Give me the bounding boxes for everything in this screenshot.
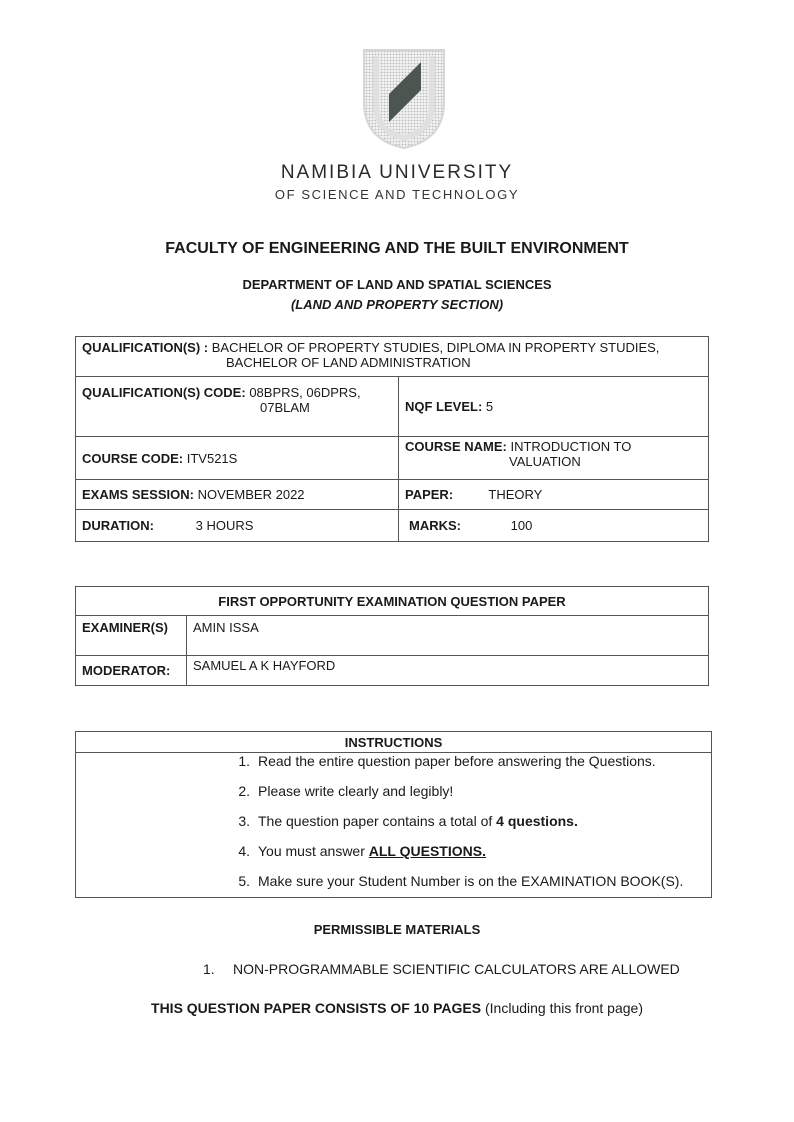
page-count-note	[0, 1000, 794, 1016]
instruction-item	[226, 843, 486, 859]
course-name-cell	[399, 437, 709, 480]
permissible-item-number: 1.	[203, 961, 215, 977]
duration-label: DURATION:	[82, 518, 154, 533]
instruction-number: 5.	[238, 873, 250, 889]
course-name-label: COURSE NAME:	[405, 439, 507, 454]
university-logo	[356, 44, 452, 152]
permissible-materials-item	[203, 961, 680, 977]
qual-code-value-line1: 08BPRS, 06DPRS,	[249, 385, 361, 400]
marks-label: MARKS:	[409, 518, 461, 533]
instruction-item	[226, 813, 578, 829]
nqf-cell	[399, 377, 709, 437]
moderator-label: MODERATOR:	[76, 656, 187, 686]
faculty-title: FACULTY OF ENGINEERING AND THE BUILT ENVIRONMENT	[165, 240, 629, 257]
instruction-text: Please write clearly and legibly!	[258, 783, 454, 799]
session-label: EXAMS SESSION:	[82, 487, 194, 502]
qualifications-cell	[76, 337, 709, 377]
duration-cell	[76, 510, 399, 542]
instruction-number: 1.	[238, 753, 250, 769]
course-info-table	[75, 336, 709, 542]
page-count-normal: (Including this front page)	[481, 1000, 643, 1016]
course-code-value: ITV521S	[186, 450, 238, 466]
university-name: NAMIBIA UNIVERSITY	[280, 162, 514, 183]
exam-title: FIRST OPPORTUNITY EXAMINATION QUESTION PAPER	[76, 587, 709, 616]
qual-code-label: QUALIFICATION(S) CODE:	[82, 385, 246, 400]
page-count-bold: THIS QUESTION PAPER CONSISTS OF 10 PAGES	[151, 1000, 482, 1016]
course-code-cell	[76, 437, 399, 480]
instruction-item	[226, 753, 656, 769]
instructions-title: INSTRUCTIONS	[76, 732, 711, 753]
section-title: (LAND AND PROPERTY SECTION)	[290, 297, 504, 312]
instructions-box	[75, 731, 712, 898]
permissible-materials-title: PERMISSIBLE MATERIALS	[313, 922, 481, 937]
qualifications-label: QUALIFICATION(S) :	[82, 340, 209, 355]
qualifications-value-line2: BACHELOR OF LAND ADMINISTRATION	[226, 355, 471, 370]
course-name-value-line1: INTRODUCTION TO	[510, 439, 632, 454]
instruction-emphasis: 4 questions.	[496, 813, 578, 829]
instruction-emphasis: ALL QUESTIONS.	[368, 843, 486, 859]
nqf-label: NQF LEVEL:	[405, 399, 483, 414]
moderator-value: SAMUEL A K HAYFORD	[187, 656, 709, 686]
instruction-text: Make sure your Student Number is on the EXAMINATION BOOK(S).	[258, 873, 684, 889]
qual-code-cell	[76, 377, 399, 437]
department-title: DEPARTMENT OF LAND AND SPATIAL SCIENCES	[242, 277, 552, 292]
marks-cell	[399, 510, 709, 542]
instruction-item	[226, 783, 453, 799]
instruction-number: 4.	[238, 843, 250, 859]
examiner-value: AMIN ISSA	[187, 616, 709, 656]
qual-code-value-line2: 07BLAM	[260, 400, 310, 415]
qualifications-value-line1: BACHELOR OF PROPERTY STUDIES, DIPLOMA IN PROPERTY STUDIES,	[211, 340, 660, 355]
examiner-label: EXAMINER(S)	[76, 616, 187, 656]
duration-value: 3 HOURS	[195, 518, 254, 533]
examination-table	[75, 586, 709, 686]
instruction-text: You must answer	[258, 843, 369, 859]
paper-value: THEORY	[488, 487, 543, 502]
course-name-value-line2: VALUATION	[509, 454, 581, 469]
instruction-number: 2.	[238, 783, 250, 799]
instruction-item	[226, 873, 683, 889]
marks-value: 100	[510, 518, 533, 533]
course-code-label: COURSE CODE:	[82, 450, 184, 466]
university-subtitle: OF SCIENCE AND TECHNOLOGY	[274, 187, 520, 202]
paper-cell	[399, 480, 709, 510]
session-cell	[76, 480, 399, 510]
instruction-text: Read the entire question paper before answering the Questions.	[258, 753, 656, 769]
instruction-number: 3.	[238, 813, 250, 829]
session-value: NOVEMBER 2022	[197, 487, 305, 502]
nqf-value: 5	[485, 399, 494, 414]
paper-label: PAPER:	[405, 487, 454, 502]
instruction-text: The question paper contains a total of	[258, 813, 497, 829]
permissible-item-text: NON-PROGRAMMABLE SCIENTIFIC CALCULATORS ARE ALLOWED	[233, 961, 680, 977]
